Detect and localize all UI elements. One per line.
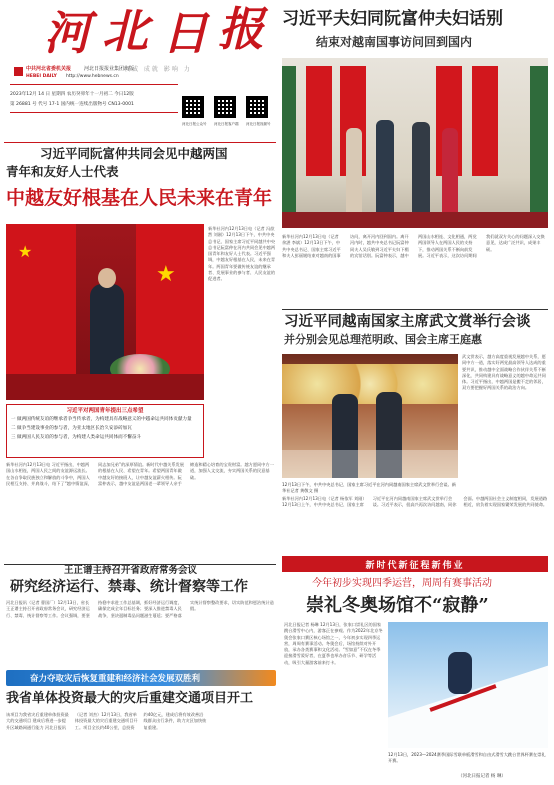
- story-body: 河北日报讯（记者 曹国厂）12月13日，省长王正谱主持召开省政府常务会议，研究经济运行、禁毒、统计督察等工作。会议强调，要坚持稳中求进工作总基调，抓好经济运行调度，确保完成全年目标任务；要深入推进禁毒人民战争，坚决遏制毒品问题滋生蔓延；要严格落实统计督察整改要求，切实防范和惩治统计造假。: [6, 600, 274, 618]
- story-body: 新华社河内12月13日电 习近平指出，中越两国山水相连，两国人民之间的友谊源远流长。在各自争取民族独立和解放的斗争中，两国人民相互支持、并肩战斗，结下了“越中情谊深，同志加兄弟”的深厚情谊。新时代中越关系发展的根基在人民、希望在青年。希望两国青年做中越友好的接班人，让中越友谊薪火相传。阮富仲表示，越中友谊是两国老一辈领导人亲手缔造和精心培育的宝贵财富。越方愿同中方一道，加强人文交流，夯实两国关系的民意基础。: [6, 462, 274, 486]
- logo-char: 河: [44, 6, 90, 60]
- masthead-slogan: 权威 成就 影响 力: [124, 66, 192, 73]
- qr-caption: 河北日报视频号: [246, 122, 271, 126]
- plant-decoration: [282, 66, 296, 216]
- story-body: 新华社河内12月13日电（记者 余湛 李斌）12月13日下午，中共中央总书记、国家主席习近平和夫人彭丽媛结束对越南的国事访问，离开河内回到国内。离开河内时，越共中央总书记阮富仲同夫人吴氏敏到习近平夫妇下榻的宾馆话别。阮富仲表示，越中两国山水相连、文化相通，两党两国领导人在两国人民的支持下，推动两国关系不断向前发展。习近平表示，这次访问期间我们就双方关心的问题深入交换意见，达成广泛共识，成果丰硕。: [282, 234, 545, 258]
- person-head: [98, 268, 116, 288]
- campaign-banner: [6, 670, 276, 686]
- quote-box: [6, 404, 204, 458]
- red-carpet: [282, 212, 548, 228]
- story-body: 河北日报记者 杨琳 12月13日，张家口崇礼区的国家跳台滑雪中心内，游客正在参观。作为2022年北京冬奥会张家口赛区核心场馆之一，今年初步实现四季运营，周周有赛事活动。冬奥会后，场馆持续对外开放，承办各类赛事和文化活动。“雪如意”不仅在冬季迎接滑雪爱好者，在夏季也举办音乐节、研学等活动，吸引大量游客前来打卡。: [284, 622, 383, 665]
- skier-figure: [448, 652, 472, 694]
- star-icon: ★: [18, 242, 33, 261]
- qr-code-icon: [246, 96, 268, 118]
- divider: [4, 142, 276, 143]
- logo-char: 日: [162, 6, 208, 60]
- logo-mark-icon: [14, 67, 23, 76]
- story-body: 该项目为我省灾后重建单体投资最大的交通项目 建成后将进一步提升区域路网通行能力 河北日报讯（记者 刘杰）12月13日，我省单体投资最大的灾后重建交通项目开工。项目全长约40公里，总投资约40亿元，建成后将有效改善沿线群众出行条件，助力灾区加快恢复重建。: [6, 712, 207, 730]
- person-figure: [346, 128, 362, 218]
- issue-line: 第 26881 号 代号 17-1 国内统一连续出版物号 CN13-0001: [10, 102, 134, 107]
- star-icon: ★: [156, 262, 176, 287]
- qr-code-icon: [214, 96, 236, 118]
- story-kicker: 王正谱主持召开省政府常务会议: [64, 565, 198, 576]
- story-kicker: 习近平同阮富仲共同会见中越两国: [40, 146, 228, 161]
- byline: （河北日报记者 杨 琳）: [458, 774, 506, 779]
- flag-icon: [306, 66, 332, 176]
- logo-char: 报: [218, 2, 264, 56]
- plant-decoration: [530, 66, 548, 216]
- quote-item: 一 做两国传统友谊的继承者争当传承者，为构建具有战略意义的中越命运共同体贡献力量: [11, 417, 192, 422]
- qr-caption: 河北日报公众号: [182, 122, 207, 126]
- english-title: HEBEI DAILY: [26, 74, 57, 79]
- flag-icon: [6, 224, 76, 374]
- quote-item: 三 做两国人民友谊的参与者，为构建人类命运共同体而不懈奋斗: [11, 435, 142, 440]
- stage-base: [6, 374, 204, 400]
- date-line: 2023年12月 14 日 星期四 农历癸卯年十一月初二 今日12版: [10, 92, 134, 97]
- logo-char: 北: [102, 4, 148, 58]
- flower-decoration: [282, 364, 458, 404]
- story-title[interactable]: 中越友好根基在人民未来在青年: [6, 187, 273, 209]
- photo-caption: 12月13日，2023—2024赛季国际雪联单板滑雪和自由式滑雪大跳台世界杯赛在崇礼开赛。: [388, 752, 546, 763]
- story-body: 新华社河内12月13日电（记者 冯歆然 刘刚）12月13日下午，中共中央总书记、国家主席习近平同越共中央总书记阮富仲在河内共同会见中越两国青年和友好人士代表。习近平强调，中越友好根基在人民，未来在青年。两国青年要做传统友谊的继承者、发展事业的参与者、人民友谊的促进者。: [208, 226, 276, 282]
- section-header-bar: [282, 556, 548, 572]
- story-kicker: 青年和友好人士代表: [6, 164, 119, 179]
- story-title[interactable]: 习近平同越南国家主席武文赏举行会谈: [284, 313, 531, 330]
- website-url[interactable]: http://www.hebnews.cn: [66, 74, 119, 79]
- org-publisher: 河北日报报业集团出版: [84, 66, 135, 72]
- meeting-photo: [6, 224, 204, 400]
- person-figure: [442, 128, 458, 218]
- banner-text: 奋力夺取灾后恢复重建和经济社会发展双胜利: [30, 674, 201, 684]
- story-kicker: 今年初步实现四季运营，周周有赛事活动: [312, 578, 492, 589]
- story-title[interactable]: 习近平夫妇同阮富仲夫妇话别: [282, 9, 503, 29]
- org-name: 中共河北省委机关报: [26, 66, 72, 72]
- divider: [10, 112, 178, 113]
- masthead: [4, 4, 276, 134]
- story-body: 新华社河内12月13日电（记者 杨依军 刘刚）12月13日上午，中共中央总书记、国家主席习近平在河内同越南国家主席武文赏举行会谈。习近平表示，很高兴再次访问越南，同你会面。中越两国社会主义制度相同，发展道路相近，肩负着实现国家繁荣发展的共同使命。: [282, 496, 548, 508]
- divider: [10, 84, 178, 85]
- qr-caption: 河北日报客户端: [214, 122, 239, 126]
- flag-icon: [136, 224, 204, 374]
- story-body: 武文赏表示，越方高度重视发展越中关系，愿同中方一道，落实好两党最高领导人达成的重要共识，推动越中全面战略合作伙伴关系不断深化，共同构建具有战略意义的越中命运共同体。习近平指出，中越两国是搬不走的邻居，双方要把握好两国关系的政治方向。: [462, 354, 546, 391]
- section-header: 新时代新征程新伟业: [365, 561, 465, 571]
- story-subtitle: 并分别会见总理范明政、国会主席王庭惠: [284, 333, 482, 346]
- person-figure: [412, 122, 430, 218]
- quote-box-title: 习近平对两国青年提出三点希望: [66, 408, 144, 414]
- ski-photo: [388, 622, 548, 748]
- person-figure: [376, 120, 394, 218]
- farewell-photo: [282, 58, 548, 228]
- story-subtitle: 结束对越南国事访问回到国内: [316, 35, 473, 49]
- flower-bed: [282, 450, 458, 478]
- story-title[interactable]: 我省单体投资最大的灾后重建交通项目开工: [6, 691, 254, 706]
- story-title[interactable]: 研究经济运行、禁毒、统计督察等工作: [10, 579, 248, 595]
- flag-icon: [472, 66, 498, 176]
- story-title[interactable]: 崇礼冬奥场馆不“寂静”: [306, 595, 489, 616]
- photo-caption: 12月13日下午，中共中央总书记、国家主席习近平在河内同越南国家主席武文赏举行会谈。新华社记者 黄敬文 摄: [282, 482, 456, 493]
- divider: [282, 309, 548, 310]
- quote-item: 二 做争当建设事业的参与者，为亚太地区长治久安添砖加瓦: [11, 426, 132, 431]
- handshake-photo: [282, 354, 458, 478]
- qr-code-icon: [182, 96, 204, 118]
